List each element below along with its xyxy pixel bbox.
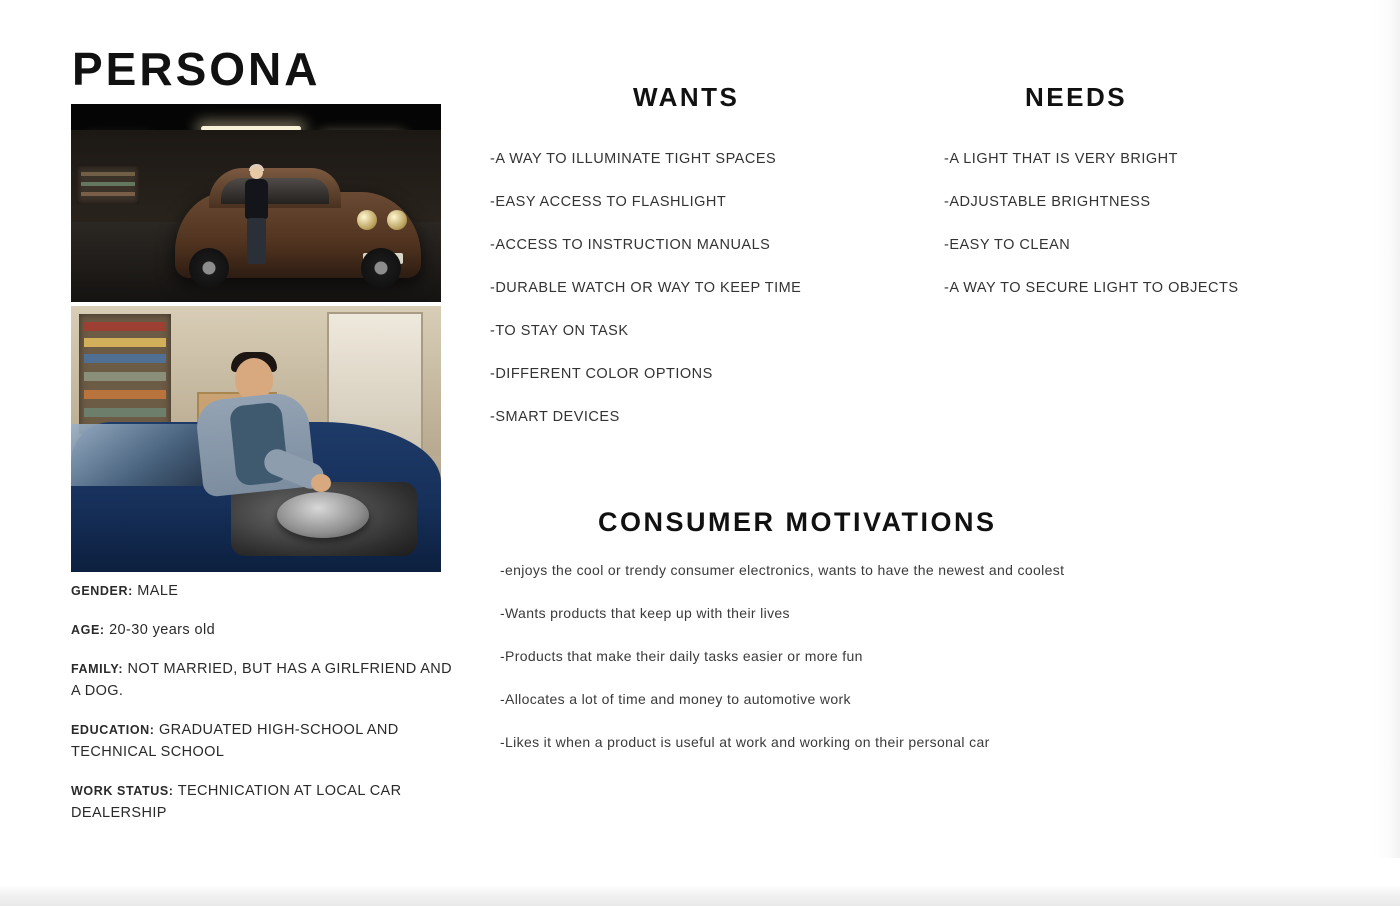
list-item: -SMART DEVICES [490, 409, 620, 425]
photo-man-with-classic-car [71, 104, 441, 302]
profile-row-education [71, 719, 461, 763]
list-item: -A LIGHT THAT IS VERY BRIGHT [944, 151, 1178, 167]
list-item: -A WAY TO ILLUMINATE TIGHT SPACES [490, 151, 777, 167]
needs-list [944, 151, 1364, 323]
list-item: -enjoys the cool or trendy consumer electronics, wants to have the newest and coolest [500, 562, 1065, 578]
consumer-motivations-list [500, 562, 1320, 777]
list-item: -EASY TO CLEAN [944, 237, 1071, 253]
list-item: -EASY ACCESS TO FLASHLIGHT [490, 194, 727, 210]
wants-heading: WANTS [633, 82, 740, 112]
profile-row-gender [71, 580, 461, 602]
list-item: -ACCESS TO INSTRUCTION MANUALS [490, 237, 771, 253]
list-item: -DURABLE WATCH OR WAY TO KEEP TIME [490, 280, 802, 296]
list-item: -Allocates a lot of time and money to automotive work [500, 691, 851, 707]
profile-value-family: NOT MARRIED, BUT HAS A GIRLFRIEND AND A DOG. [71, 661, 453, 699]
profile-label-family: FAMILY: [71, 662, 124, 676]
profile-details [71, 580, 461, 841]
needs-heading: NEEDS [1025, 82, 1128, 112]
profile-label-gender: GENDER: [71, 584, 133, 598]
photo-mechanic-working-on-engine [71, 306, 441, 572]
list-item: -DIFFERENT COLOR OPTIONS [490, 366, 713, 382]
profile-value-gender: MALE [132, 583, 179, 599]
list-item: -A WAY TO SECURE LIGHT TO OBJECTS [944, 280, 1239, 296]
wants-list [490, 151, 920, 452]
list-item: -Products that make their daily tasks easier or more fun [500, 648, 863, 664]
list-item: -ADJUSTABLE BRIGHTNESS [944, 194, 1151, 210]
profile-value-age: 20-30 years old [104, 622, 216, 638]
profile-label-education: EDUCATION: [71, 723, 155, 737]
page-title: PERSONA [72, 43, 321, 95]
list-item: -Likes it when a product is useful at work and working on their personal car [500, 734, 990, 750]
profile-value-education: GRADUATED HIGH-SCHOOL AND TECHNICAL SCHOOL [71, 722, 399, 760]
profile-label-age: AGE: [71, 623, 105, 637]
profile-row-work-status [71, 780, 461, 824]
consumer-motivations-heading: CONSUMER MOTIVATIONS [598, 507, 997, 537]
profile-value-work-status: TECHNICATION AT LOCAL CAR DEALERSHIP [71, 783, 402, 821]
list-item: -TO STAY ON TASK [490, 323, 629, 339]
profile-row-age [71, 619, 461, 641]
profile-row-family [71, 658, 461, 702]
profile-label-work-status: WORK STATUS: [71, 784, 174, 798]
list-item: -Wants products that keep up with their lives [500, 605, 790, 621]
